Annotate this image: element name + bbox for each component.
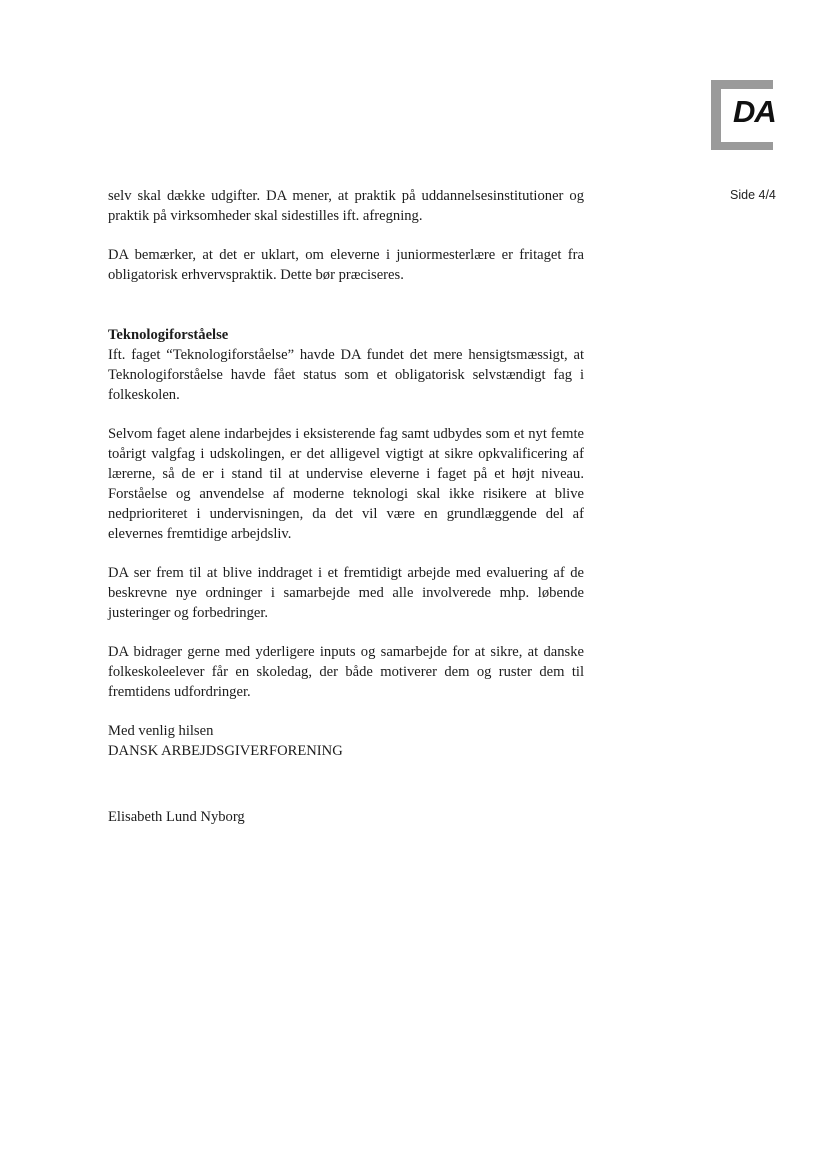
page-number: Side 4/4 <box>730 188 776 202</box>
paragraph: DA ser frem til at blive inddraget i et fremtidigt arbejde med evaluering af de beskrevne nye ordninger i samarbejde med alle involverede mhp. løbende justeringer og forbedringer. <box>108 565 584 621</box>
signatory-name: Elisabeth Lund Nyborg <box>108 809 245 825</box>
paragraph: Ift. faget “Teknologiforståelse” havde DA fundet det mere hensigtsmæssigt, at Teknologiforståelse havde fået status som et obligatorisk selvstændigt fag i folkeskolen. <box>108 347 584 403</box>
section-heading: Teknologiforståelse <box>108 327 229 343</box>
letter-body <box>108 186 584 827</box>
closing-greeting: Med venlig hilsen <box>108 723 214 739</box>
paragraph: DA bemærker, at det er uklart, om eleverne i juniormesterlære er fritaget fra obligatorisk erhvervspraktik. Dette bør præciseres. <box>108 247 584 283</box>
paragraph: Selvom faget alene indarbejdes i eksisterende fag samt udbydes som et nyt femte toårigt valgfag i udskolingen, er det alligevel vigtigt at sikre opkvalificering af lærerne, så de er i stand til at undervise eleverne i faget på et højt niveau. Forståelse og anvendelse af moderne teknologi skal ikke risikere at blive nedprioriteret i undervisningen, da det vil være en grundlæggende del af elevernes fremtidige arbejdsliv. <box>108 426 584 542</box>
logo-bracket-bottom <box>711 142 773 150</box>
paragraph: DA bidrager gerne med yderligere inputs og samarbejde for at sikre, at danske folkeskoleelever får en skoledag, der både motiverer dem og ruster dem til fremtidens udfordringer. <box>108 644 584 700</box>
logo-text: DA <box>733 94 776 129</box>
organization-name: DANSK ARBEJDSGIVERFORENING <box>108 743 343 759</box>
da-logo <box>711 80 776 150</box>
logo-bracket-left <box>711 80 721 150</box>
paragraph: selv skal dække udgifter. DA mener, at praktik på uddannelsesinstitutioner og praktik på virksomheder skal sidestilles ift. afregning. <box>108 188 584 224</box>
